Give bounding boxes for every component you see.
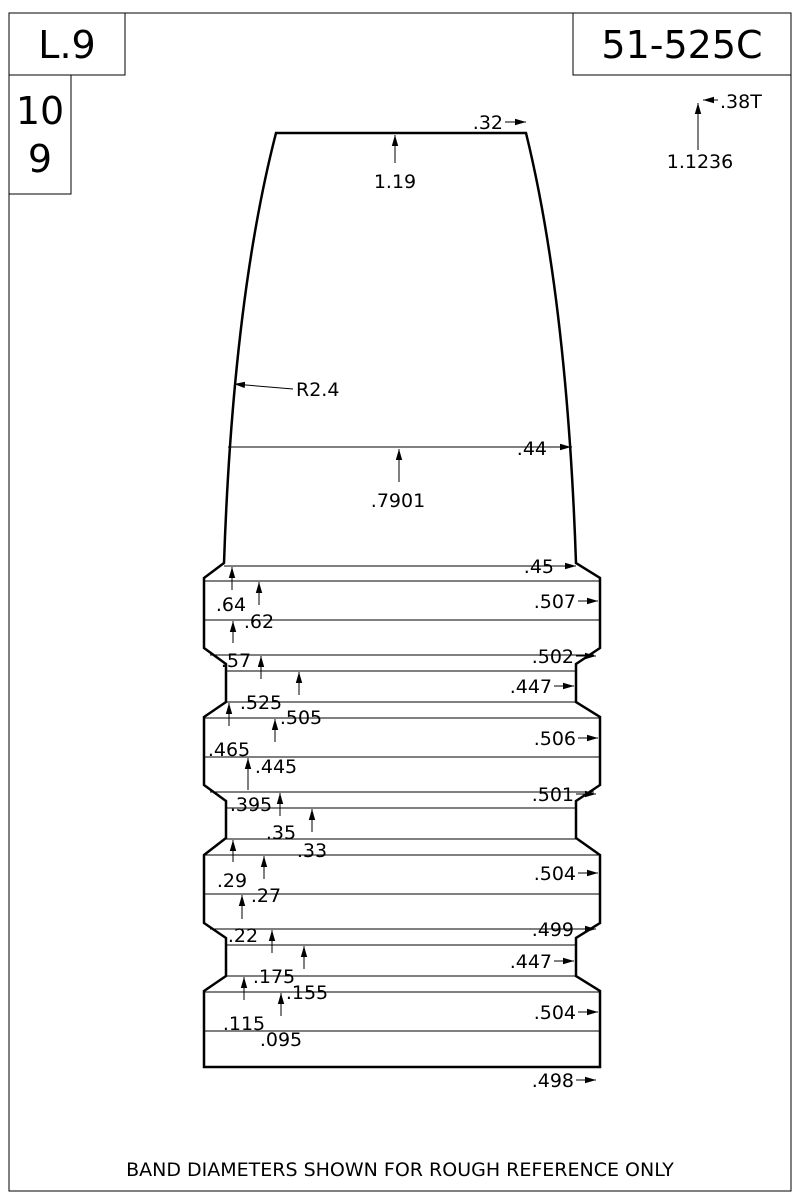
nose-base-height-label: .7901 xyxy=(370,490,426,512)
diameter-label: .502 xyxy=(531,646,574,668)
height-label: .22 xyxy=(227,925,259,947)
height-label: .64 xyxy=(215,594,247,616)
height-label: .35 xyxy=(265,822,297,844)
diameter-label: .45 xyxy=(523,556,554,578)
nose-length-label: 1.19 xyxy=(373,171,417,193)
diameter-label: .498 xyxy=(531,1070,574,1092)
height-label: .62 xyxy=(243,611,275,633)
ogive-radius-label: R2.4 xyxy=(296,379,340,401)
height-label: .445 xyxy=(254,756,298,778)
height-label: .33 xyxy=(296,840,328,862)
height-label: .395 xyxy=(229,794,273,816)
height-label: .505 xyxy=(279,707,323,729)
header-right-label: 51-525C xyxy=(601,23,763,67)
diameter-label: .504 xyxy=(533,1002,576,1024)
height-label: .57 xyxy=(220,650,252,672)
height-label: .29 xyxy=(216,870,248,892)
right-diameter-annotations xyxy=(510,556,598,1092)
ogive-radius-arrow xyxy=(234,384,293,389)
diameter-label: .447 xyxy=(509,676,552,698)
diameter-label: .507 xyxy=(533,591,576,613)
diameter-label: .504 xyxy=(533,863,576,885)
diameter-label: .499 xyxy=(531,919,574,941)
height-label: .175 xyxy=(252,966,296,988)
diameter-label: .501 xyxy=(531,784,574,806)
diameter-label: .447 xyxy=(509,951,552,973)
height-label: .27 xyxy=(250,885,282,907)
meplat-diameter-label: .32 xyxy=(472,112,503,134)
nose-base-diameter-label: .44 xyxy=(516,438,547,460)
height-label: .525 xyxy=(239,692,283,714)
height-label: .115 xyxy=(222,1013,266,1035)
header-left-label: L.9 xyxy=(38,23,96,67)
header-side-label-bottom: 9 xyxy=(27,137,53,181)
height-label: .095 xyxy=(259,1029,303,1051)
footer-note: BAND DIAMETERS SHOWN FOR ROUGH REFERENCE ONLY xyxy=(126,1159,674,1181)
diameter-label: .506 xyxy=(533,728,576,750)
tip-label: .38T xyxy=(720,91,762,113)
length-label: 1.1236 xyxy=(666,151,734,173)
height-label: .465 xyxy=(207,739,251,761)
height-label: .155 xyxy=(285,982,329,1004)
header-side-label-top: 10 xyxy=(15,89,65,133)
